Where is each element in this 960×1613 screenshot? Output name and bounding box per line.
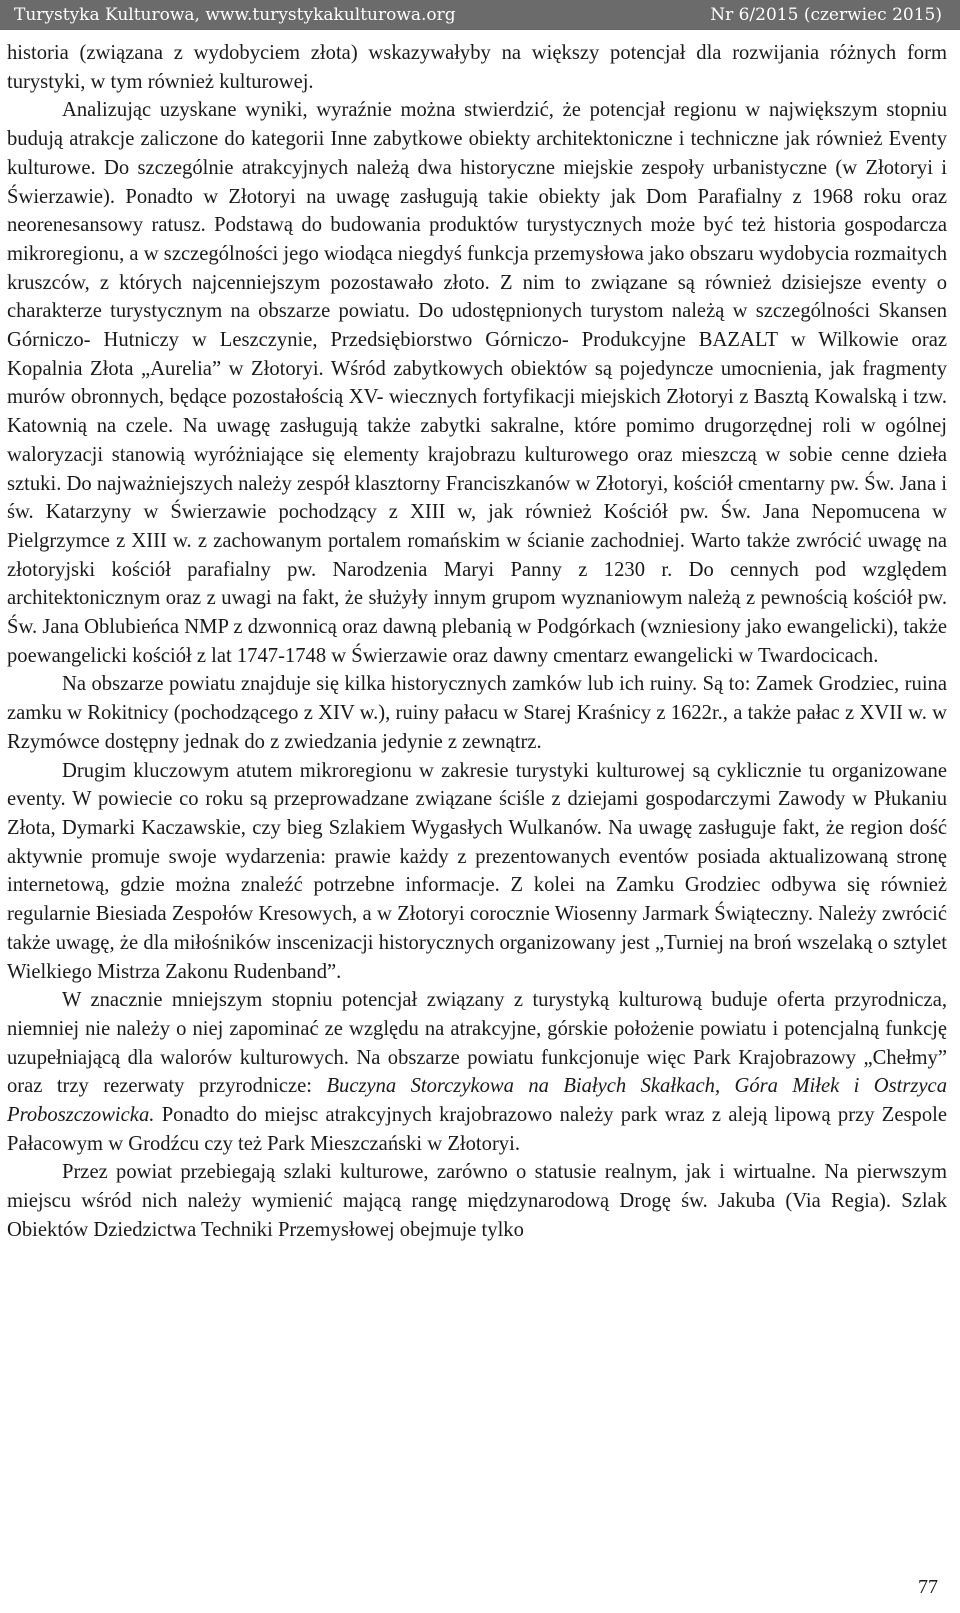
- page-number: 77: [918, 1576, 938, 1598]
- paragraph-events: Drugim kluczowym atutem mikroregionu w zakresie turystyki kulturowej są cyklicznie tu organizowane eventy. W powiecie co roku są przeprowadzane związane ściśle z dziejami gospodarczymi Zawody w Płukaniu Złota, Dymarki Kaczawskie, czy bieg Szlakiem Wygasłych Wulkanów. Na uwagę zasługuje fakt, że region dość aktywnie promuje swoje wydarzenia: prawie każdy z prezentowanych eventów posiada aktualizowaną stronę internetową, gdzie można znaleźć potrzebne informacje. Z kolei na Zamku Grodziec odbywa się również regularnie Biesiada Zespołów Kresowych, a w Złotoryi corocznie Wiosenny Jarmark Świąteczny. Należy zwrócić także uwagę, że dla miłośników inscenizacji historycznych organizowany jest „Turniej na broń wszelaką o sztylet Wielkiego Mistrza Zakonu Rudenband”.: [7, 759, 947, 983]
- paragraph-attractions: Analizując uzyskane wyniki, wyraźnie można stwierdzić, że potencjał regionu w największym stopniu budują atrakcje zaliczone do kategorii Inne zabytkowe obiekty architektoniczne i techniczne jak również Eventy kulturowe. Do szczególnie atrakcyjnych należą dwa historyczne miejskie zespoły urbanistyczne (w Złotoryi i Świerzawie). Ponadto w Złotoryi na uwagę zasługują takie obiekty jak Dom Parafialny z 1968 roku oraz neorenesansowy ratusz. Podstawą do budowania produktów turystycznych może być też historia gospodarcza mikroregionu, a w szczególności jego wiodąca niegdyś funkcja przemysłowa jako obszaru wydobycia rozmaitych kruszców, z których najcenniejszym pozostawało złoto. Z nim to związane są również dzisiejsze eventy o charakterze turystycznym na obszarze powiatu. Do udostępnionych turystom należą w szczególności Skansen Górniczo- Hutniczy w Leszczynie, Przedsiębiorstwo Górniczo- Produkcyjne BAZALT w Wilkowie oraz Kopalnia Złota „Aurelia” w Złotoryi. Wśród zabytkowych obiektów są pojedyncze umocnienia, jak fragmenty murów obronnych, będące pozostałością XV- wiecznych fortyfikacji miejskich Złotoryi z Basztą Kowalską i tzw. Katownią na czele. Na uwagę zasługują także zabytki sakralne, które pomimo drugorzędnej roli w ogólnej waloryzacji stanowią wyróżniające się elementy krajobrazu kulturowego oraz mieszczą w sobie cenne dzieła sztuki. Do najważniejszych należy zespół klasztorny Franciszkanów w Złotoryi, kościół cmentarny pw. Św. Jana i św. Katarzyny w Świerzawie pochodzący z XIII w, jak również Kościół pw. Św. Jana Nepomucena w Pielgrzymce z XIII w. z zachowanym portalem romańskim w ścianie zachodniej. Warto także zwrócić uwagę na złotoryjski kościół parafialny pw. Narodzenia Maryi Panny z 1230 r. Do cennych pod względem architektonicznym oraz z uwagi na fakt, że służyły innym grupom wyznaniowym należą z pewnością kościół pw. Św. Jana Oblubieńca NMP z dzwonnicą oraz dawną plebanią w Podgórkach (wzniesiony jako ewangelicki), także poewangelicki kościół z lat 1747-1748 w Świerzawie oraz dawny cmentarz ewangelicki w Twardocicach.: [7, 99, 947, 667]
- paragraph-nature: [7, 986, 947, 1158]
- journal-title: Turystyka Kulturowa, www.turystykakulturowa.org: [14, 5, 456, 25]
- nature-text-before: W znacznie mniejszym stopniu potencjał związany z turystyką kulturową buduje oferta przyrodnicza, niemniej nie należy o niej zapominać ze względu na atrakcyjne, górskie położenie powiatu i potencjalną funkcję uzupełniającą dla walorów kulturowych. Na obszarze powiatu funkcjonuje więc Park Krajobrazowy „Chełmy” oraz trzy rezerwaty przyrodnicze:: [7, 989, 947, 1098]
- paragraph-routes: Przez powiat przebiegają szlaki kulturowe, zarówno o statusie realnym, jak i wirtualne. Na pierwszym miejscu wśród nich należy wymienić mającą rangę międzynarodową Drogę św. Jakuba (Via Regia). Szlak Obiektów Dziedzictwa Techniki Przemysłowej obejmuje tylko: [7, 1161, 947, 1241]
- nature-text-after: Ponadto do miejsc atrakcyjnych krajobrazowo należy park wraz z aleją lipową przy Zespole Pałacowym w Grodźcu czy też Park Mieszczański w Złotoryi.: [7, 1104, 947, 1155]
- running-header: [0, 0, 960, 30]
- paragraph-castles: Na obszarze powiatu znajduje się kilka historycznych zamków lub ich ruiny. Są to: Zamek Grodziec, ruina zamku w Rokitnicy (pochodzącego z XIV w.), ruiny pałacu w Starej Kraśnicy z 1622r., a także pałac z XVII w. w Rzymówce dostępny jednak do z zwiedzania jedynie z zewnątrz.: [7, 673, 947, 753]
- article-body: [7, 39, 947, 1245]
- nature-reserves-italic: Buczyna Storczykowa na Białych Skałkach, Góra Miłek i Ostrzyca Proboszczowicka.: [7, 1075, 947, 1127]
- issue-info: Nr 6/2015 (czerwiec 2015): [710, 5, 942, 25]
- paragraph-continuation: historia (związana z wydobyciem złota) wskazywałyby na większy potencjał dla rozwijania różnych form turystyki, w tym również kulturowej.: [7, 42, 947, 93]
